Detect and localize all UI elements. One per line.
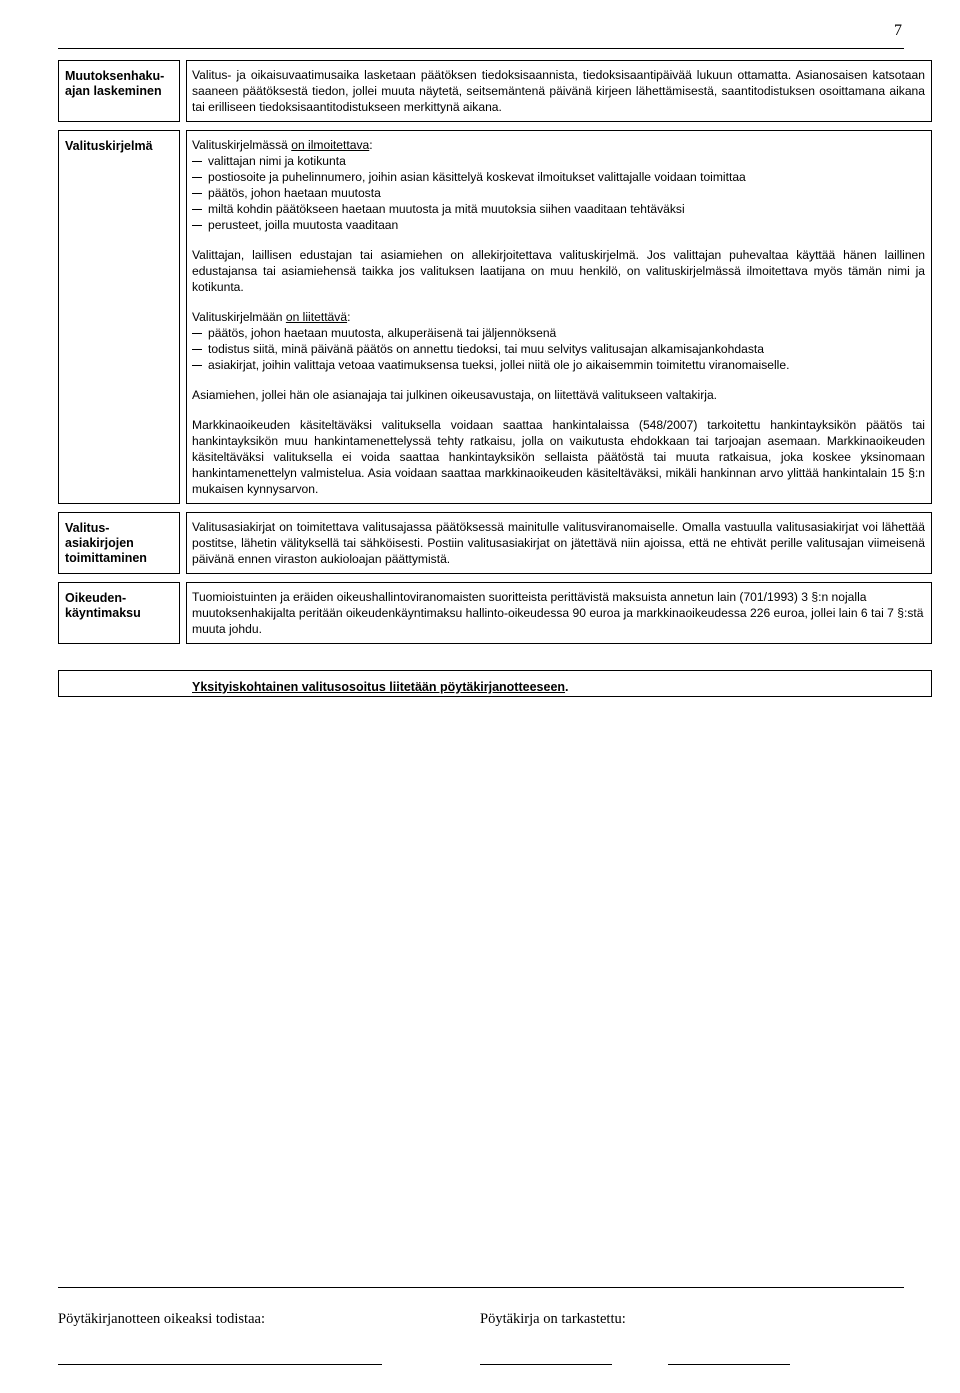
list-item: asiakirjat, joihin valittaja vetoaa vaatimuksensa tueksi, jollei niitä ole jo aikaisemmin toimitettu viranomaiselle. <box>192 357 925 373</box>
label-line: asiakirjojen <box>65 536 134 550</box>
page-number: 7 <box>894 22 902 39</box>
section-content-toimittaminen <box>186 512 932 574</box>
certification-label: Pöytäkirjanotteen oikeaksi todistaa: <box>58 1311 265 1327</box>
section-row-toimittaminen <box>58 512 932 574</box>
paragraph: Valitus- ja oikaisuvaatimusaika lasketaan päätöksen tiedoksisaannista, tiedoksisaantipäivää lukuun ottamatta. Asianosaisen katsotaan saaneen päätöksestä tiedon, jollei muuta näytetä, seitsemäntenä päivänä kirjeen lähettämisestä, saantitodistuksen osoittamana aikana tai erilliseen tiedoksisaantitodistukseen merkittynä aikana. <box>192 68 925 114</box>
required-contents-intro: Valituskirjelmässä on ilmoitettava: <box>192 138 373 152</box>
list-item: valittajan nimi ja kotikunta <box>192 153 925 169</box>
section-label-valituskirjelma <box>58 130 180 504</box>
list-item: perusteet, joilla muutosta vaaditaan <box>192 217 925 233</box>
list-item: postiosoite ja puhelinnumero, joihin asian käsittelyä koskevat ilmoitukset valittajalle voidaan toimittaa <box>192 169 925 185</box>
list-item: miltä kohdin päätökseen haetaan muutosta ja mitä muutoksia siihen vaaditaan tehtäväksi <box>192 201 925 217</box>
section-label-maksu <box>58 582 180 644</box>
signature-line-inspector-1 <box>480 1364 612 1365</box>
list-item: todistus siitä, minä päivänä päätös on annettu tiedoksi, tai muu selvitys valitusajan alkamisajankohdasta <box>192 341 925 357</box>
label-line: toimittaminen <box>65 551 147 565</box>
label-line: ajan laskeminen <box>65 84 162 98</box>
attachments-intro: Valituskirjelmään on liitettävä: <box>192 310 351 324</box>
paragraph: Valitusasiakirjat on toimitettava valitusajassa päätöksessä mainitulle valitusviranomaiselle. Omalla vastuulla valitusasiakirjat voi lähettää postitse, lähetin välityksellä tai sähköisesti. Postiin valitusasiakirjat on jätettävä niin ajoissa, että ne ehtivät perille valitusajan viimeisenä päivänä ennen viraston aukioloajan päättymistä. <box>192 520 925 566</box>
paragraph: Markkinaoikeuden käsiteltäväksi valituksella voidaan saattaa hankintalaissa (548/2007) tarkoitettu hankintayksikön päätös tai hankintayksikön muu hankintamenettelyssä tehty ratkaisu, jolla on vaikutusta ehdokkaan tai tarjoajan asemaan. Markkinaoikeuden käsiteltäväksi valituksella ei voida saattaa hankintayksikön sellaista päätöstä tai muuta ratkaisua, joka koskee yksinomaan hankintamenettelyn valmistelua. Asia voidaan saattaa markkinaoikeuden käsiteltäväksi, mikäli hankinnan arvo ylittää hankintalain 15 §:n mukaisen kynnysarvon. <box>192 418 925 496</box>
section-content-maksu <box>186 582 932 644</box>
attachments-list <box>192 325 925 373</box>
label-line: Muutoksenhaku- <box>65 69 165 83</box>
label-line: Valituskirjelmä <box>65 139 153 153</box>
header-rule <box>58 48 904 49</box>
section-content-valituskirjelma <box>186 130 932 504</box>
label-line: käyntimaksu <box>65 606 141 620</box>
list-item: päätös, johon haetaan muutosta, alkuperäisenä tai jäljennöksenä <box>192 325 925 341</box>
section-row-muutoksenhaku <box>58 60 932 122</box>
notice-text: Yksityiskohtainen valitusosoitus liitetään pöytäkirjanotteeseen. <box>192 680 569 694</box>
section-row-maksu <box>58 582 932 644</box>
paragraph: Valittajan, laillisen edustajan tai asiamiehen on allekirjoitettava valituskirjelmä. Jos valittajan puhevaltaa käyttää hänen laillinen edustajansa tai asiamiehensä taikka jos valituksen laatijana on muu henkilö, on valituskirjelmässä ilmoitettava myös tämän nimi ja kotikunta. <box>192 248 925 294</box>
notice-box <box>58 670 932 697</box>
inspection-label: Pöytäkirja on tarkastettu: <box>480 1311 626 1327</box>
section-label-toimittaminen <box>58 512 180 574</box>
appeal-instructions-table <box>58 52 932 652</box>
required-contents-list <box>192 153 925 233</box>
paragraph: Tuomioistuinten ja eräiden oikeushallintoviranomaisten suoritteista perittävistä maksuista annetun lain (701/1993) 3 §:n nojalla muutoksenhakijalta peritään oikeudenkäyntimaksu hallinto-oikeudessa 90 euroa ja markkinaoikeudessa 226 euroa, jollei lain 6 tai 7 §:stä muuta johdu. <box>192 590 924 636</box>
label-line: Valitus- <box>65 521 110 535</box>
signature-line-certifier <box>58 1364 382 1365</box>
section-label-muutoksenhaku <box>58 60 180 122</box>
list-item: päätös, johon haetaan muutosta <box>192 185 925 201</box>
paragraph: Asiamiehen, jollei hän ole asianajaja tai julkinen oikeusavustaja, on liitettävä valitukseen valtakirja. <box>192 388 718 402</box>
label-line: Oikeuden- <box>65 591 127 605</box>
section-content-muutoksenhaku <box>186 60 932 122</box>
section-row-valituskirjelma <box>58 130 932 504</box>
footer-rule <box>58 1287 904 1288</box>
signature-line-inspector-2 <box>668 1364 790 1365</box>
